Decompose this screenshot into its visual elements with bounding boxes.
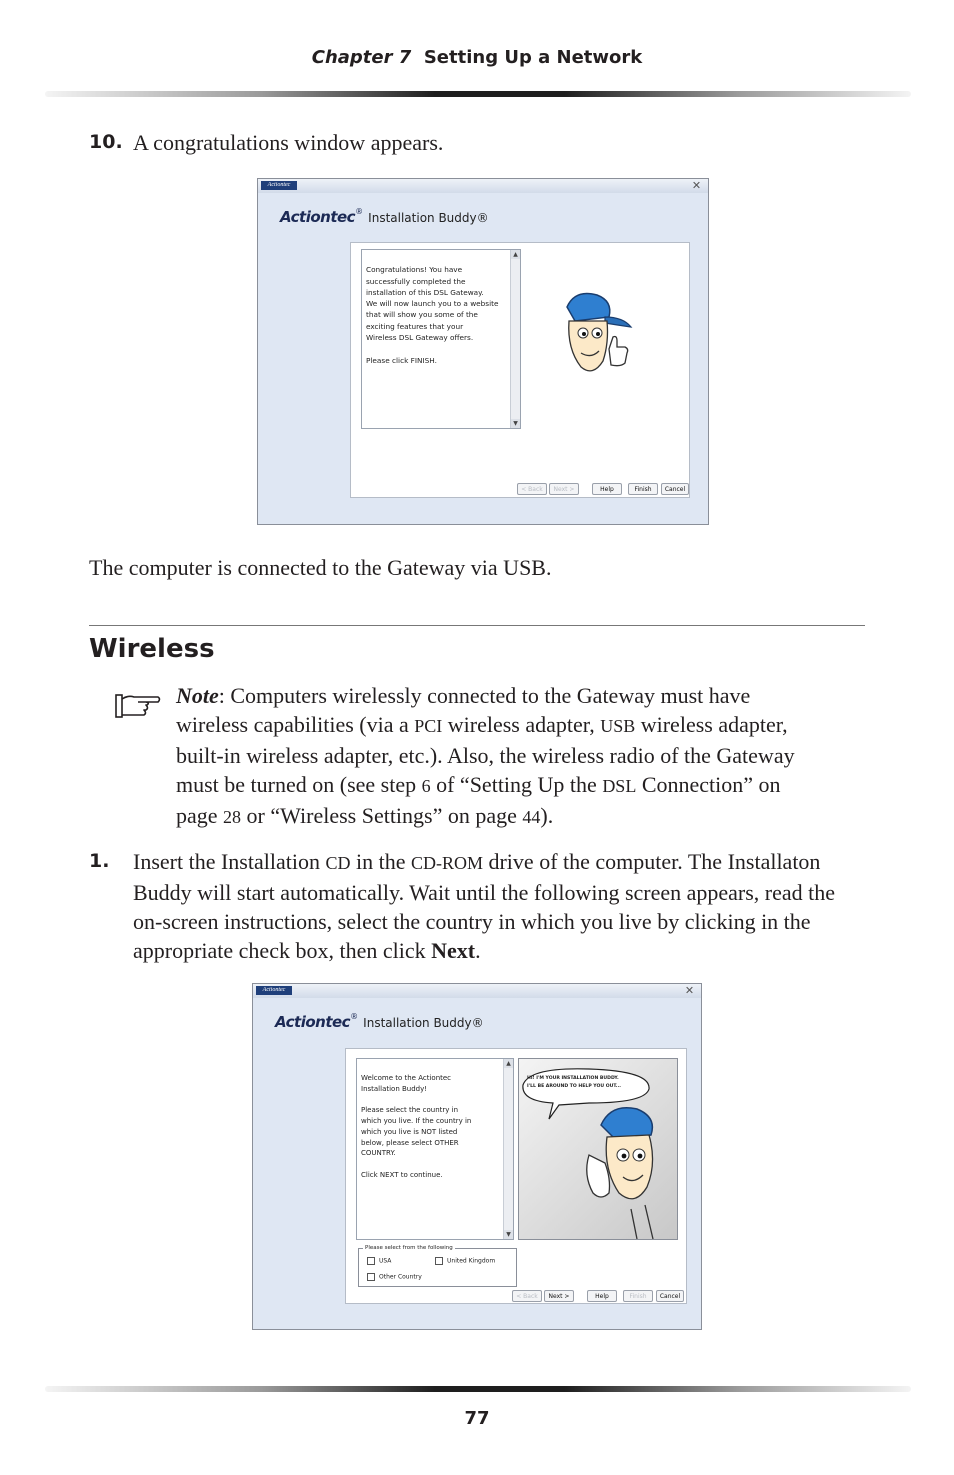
- step1-text-3: drive of the computer. The Installaton Buddy will start automatically. Wait until the following screen appears, read the on-screen instructions, select the country in which you live by clicking in the appropriate check box, then click: [133, 849, 836, 963]
- step-number: 1.: [89, 850, 110, 872]
- checkbox-uk-box[interactable]: [435, 1257, 443, 1265]
- step-text: A congratulations window appears.: [133, 130, 444, 155]
- step1-next: Next: [431, 938, 476, 963]
- next-button[interactable]: Next >: [544, 1290, 574, 1302]
- scroll-up-icon[interactable]: ▲: [511, 250, 520, 259]
- step-text: [133, 847, 853, 965]
- note-paragraph: [176, 681, 816, 832]
- congratulations-screenshot: [257, 178, 709, 525]
- actiontec-logo: Actiontec: [275, 1013, 351, 1031]
- checkbox-other-country[interactable]: [367, 1273, 422, 1281]
- brand-logo: [275, 1012, 484, 1031]
- note-text-4: of “Setting Up the: [430, 772, 603, 797]
- speech-bubble-text: HI! I'M YOUR INSTALLATION BUDDY. I'LL BE AROUND TO HELP YOU OUT...: [527, 1076, 622, 1089]
- message-box: [361, 249, 521, 429]
- running-header: [0, 47, 954, 68]
- product-name: Installation Buddy®: [363, 1016, 484, 1030]
- scrollbar[interactable]: [510, 250, 520, 428]
- welcome-screenshot: [252, 983, 702, 1330]
- note-page-1: 28: [223, 807, 242, 827]
- note-text-3: wireless adapter, built-in wireless adapter, etc.). Also, the wireless radio of the Gateway must be turned on (see step: [176, 712, 795, 797]
- fieldset-legend: Please select from the following: [365, 1245, 453, 1251]
- section-rule: [89, 625, 865, 626]
- buddy-illustration: [518, 1058, 678, 1240]
- window-titlebar: [258, 179, 708, 193]
- checkbox-usa[interactable]: [367, 1257, 391, 1265]
- message-box: [356, 1058, 514, 1240]
- brand-logo: [280, 207, 489, 226]
- note-step: 6: [421, 776, 431, 796]
- actiontec-logo: Actiontec: [280, 208, 356, 226]
- cancel-button[interactable]: Cancel: [656, 1290, 684, 1302]
- step1-cdrom: CD-ROM: [410, 853, 483, 873]
- help-button[interactable]: Help: [592, 483, 622, 495]
- note-text-1: : Computers wirelessly connected to the Gateway must have wireless capabilities (via a: [176, 683, 751, 737]
- step1-text-4: .: [475, 938, 481, 963]
- message-text: Congratulations! You have successfully completed the installation of this DSL Gateway. We will now launch you to a website that will show you some of the exciting features that your Wireless DSL Gateway offers. Please click FINISH.: [366, 265, 499, 365]
- product-name: Installation Buddy®: [368, 211, 489, 225]
- close-icon[interactable]: ✕: [691, 179, 702, 192]
- close-icon[interactable]: ✕: [684, 984, 695, 997]
- checkbox-usa-label: USA: [379, 1257, 392, 1265]
- checkbox-united-kingdom[interactable]: [435, 1257, 495, 1265]
- page-number: 77: [464, 1408, 490, 1429]
- footer-rule: [45, 1386, 911, 1392]
- back-button[interactable]: < Back: [512, 1290, 542, 1302]
- note-page-2: 44: [522, 807, 541, 827]
- step1-text-2: in the: [350, 849, 411, 874]
- checkbox-other-box[interactable]: [367, 1273, 375, 1281]
- step-number: 10.: [89, 131, 123, 153]
- scroll-down-icon[interactable]: ▼: [504, 1230, 513, 1239]
- scroll-down-icon[interactable]: ▼: [511, 419, 520, 428]
- scrollbar[interactable]: [503, 1059, 513, 1239]
- note-label: Note: [176, 683, 219, 708]
- registered-mark: ®: [350, 1012, 359, 1021]
- checkbox-other-label: Other Country: [379, 1273, 422, 1281]
- header-rule: [45, 91, 911, 97]
- pointing-hand-icon: [114, 689, 162, 721]
- note-text-6: or “Wireless Settings” on page: [241, 803, 523, 828]
- content-panel: [350, 242, 690, 498]
- cancel-button[interactable]: Cancel: [661, 483, 689, 495]
- note-pci: PCI: [414, 716, 443, 736]
- note-text-7: ).: [540, 803, 554, 828]
- section-heading: Wireless: [89, 634, 215, 664]
- chapter-label: Chapter 7: [311, 47, 412, 68]
- step1-cd: CD: [325, 853, 351, 873]
- back-button[interactable]: < Back: [517, 483, 547, 495]
- finish-button[interactable]: Finish: [623, 1290, 653, 1302]
- window-logo: Actiontec: [261, 181, 297, 190]
- chapter-title: Setting Up a Network: [423, 47, 643, 68]
- next-button[interactable]: Next >: [549, 483, 579, 495]
- step1-text-1: Insert the Installation: [133, 849, 326, 874]
- note-usb: USB: [600, 716, 636, 736]
- scroll-up-icon[interactable]: ▲: [504, 1059, 513, 1068]
- checkbox-uk-label: United Kingdom: [447, 1257, 496, 1265]
- message-text: Welcome to the Actiontec Installation Buddy! Please select the country in which you live. If the country in which you live is NOT listed below, please select OTHER COUNTRY. Click NEXT to continue.: [361, 1073, 472, 1179]
- window-logo: Actiontec: [256, 986, 292, 995]
- window-titlebar: [253, 984, 701, 998]
- checkbox-usa-box[interactable]: [367, 1257, 375, 1265]
- note-text-5: Connection” on page: [176, 772, 781, 828]
- country-fieldset: [358, 1245, 517, 1287]
- buddy-mascot-icon: [547, 287, 637, 383]
- usb-connection-text: The computer is connected to the Gateway via USB.: [89, 555, 552, 580]
- content-panel: [345, 1048, 687, 1304]
- note-text-2: wireless adapter,: [442, 712, 601, 737]
- registered-mark: ®: [355, 207, 364, 216]
- note-dsl: DSL: [602, 776, 637, 796]
- finish-button[interactable]: Finish: [628, 483, 658, 495]
- help-button[interactable]: Help: [587, 1290, 617, 1302]
